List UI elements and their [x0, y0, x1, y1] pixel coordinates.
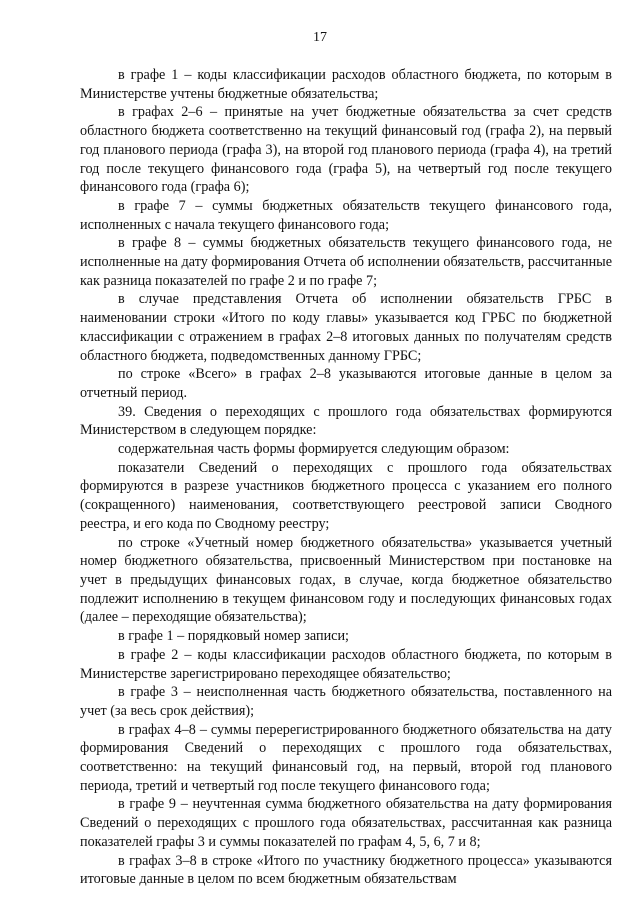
paragraph: в графах 3–8 в строке «Итого по участнику бюджетного процесса» указываются итоговые данные в целом по всем бюджетным обязательствам — [80, 852, 612, 888]
paragraph: в графе 9 – неучтенная сумма бюджетного обязательства на дату формирования Сведений о переходящих с прошлого года обязательствах, рассчитанная как разница показателей графы 3 и суммы показателей по графам 4, 5, 6, 7 и 8; — [80, 796, 612, 850]
paragraph: в графе 1 – порядковый номер записи; — [118, 628, 349, 645]
paragraph: по строке «Всего» в графах 2–8 указываются итоговые данные в целом за отчетный период. — [80, 366, 612, 401]
paragraph: по строке «Учетный номер бюджетного обязательства» указывается учетный номер бюджетного обязательства, присвоенный Министерством при постановке на учет в предыдущих финансовых годах, в случае, когда бюджетное обязательство подлежит исполнению в текущем финансовом году и последующих финансовых годах (далее – переходящие обязательства); — [80, 534, 612, 626]
paragraph: в графе 2 – коды классификации расходов областного бюджета, по которым в Министерстве зарегистрировано переходящее обязательство; — [80, 646, 612, 682]
paragraph: в графе 3 – неисполненная часть бюджетного обязательства, поставленного на учет (за весь срок действия); — [80, 684, 612, 719]
paragraph: в графе 8 – суммы бюджетных обязательств текущего финансового года, не исполненные на дату формирования Отчета об исполнении обязательств, рассчитанные как разница показателей по графе 2 и по графе 7; — [80, 235, 612, 289]
paragraph: в случае представления Отчета об исполнении обязательств ГРБС в наименовании строки «Итого по коду главы» указывается код ГРБС по бюджетной классификации с отражением в графах 2–8 итоговых данных по получателям средств областного бюджета, подведомственных данному ГРБС; — [80, 291, 612, 364]
page-number: 17 — [313, 30, 327, 45]
paragraph: в графах 2–6 – принятые на учет бюджетные обязательства за счет средств областного бюджета соответственно на текущий финансовый год (графа 2), на первый год планового периода (графа 3), на второй год планового периода (графа 4), на третий год после текущего финансового года (графа 5), на четвертый год после текущего финансового года (графа 6); — [80, 104, 612, 196]
paragraph: в графе 1 – коды классификации расходов областного бюджета, по которым в Министерстве учтены бюджетные обязательства; — [80, 67, 612, 102]
paragraph: в графе 7 – суммы бюджетных обязательств текущего финансового года, исполненных с начала текущего финансового года; — [80, 197, 612, 233]
paragraph: в графах 4–8 – суммы перерегистрированного бюджетного обязательства на дату формирования Сведений о переходящих с прошлого года обязательствах, соответственно: на текущий финансовый год, на первый, второй год планового периода, третий и четвертый год после текущего финансового года; — [80, 721, 612, 794]
paragraph: 39. Сведения о переходящих с прошлого года обязательствах формируются Министерством в следующем порядке: — [80, 403, 612, 439]
paragraph: показатели Сведений о переходящих с прошлого года обязательствах формируются в разрезе участников бюджетного процесса с указанием его полного (сокращенного) наименования, соответствующего реестровой записи Сводного реестра, и его кода по Сводному реестру; — [80, 459, 612, 532]
document-body — [80, 66, 612, 889]
paragraph: содержательная часть формы формируется следующим образом: — [118, 441, 510, 458]
